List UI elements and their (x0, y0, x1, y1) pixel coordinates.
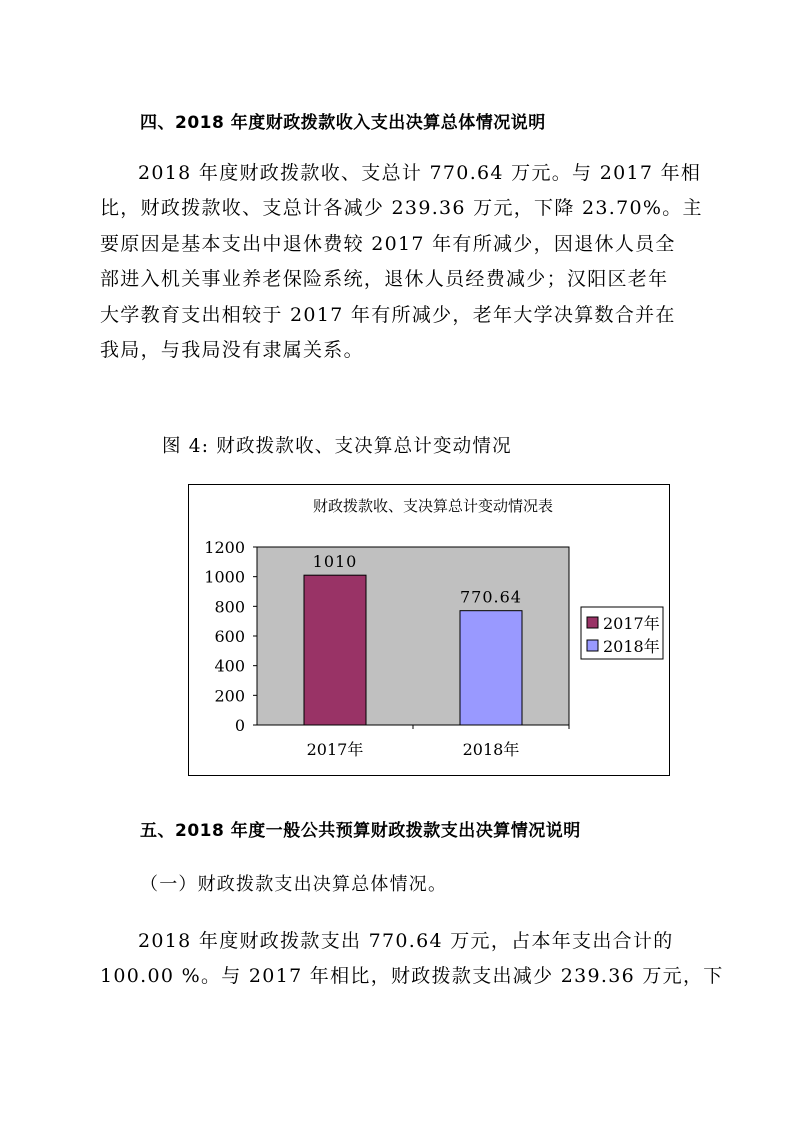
y-tick-label: 1000 (204, 567, 245, 587)
y-tick-label: 1200 (204, 538, 245, 557)
y-tick-label: 200 (214, 686, 245, 706)
y-tick-label: 800 (214, 597, 245, 617)
x-tick-label: 2017年 (306, 740, 364, 759)
paragraph-line: 2018 年度财政拨款收、支总计 770.64 万元。与 2017 年相 (138, 162, 702, 184)
section5-heading: 五、2018 年度一般公共预算财政拨款支出决算情况说明 (140, 821, 581, 841)
legend-label: 2017年 (603, 614, 660, 633)
paragraph-line: 2018 年度财政拨款支出 770.64 万元，占本年支出合计的 (138, 930, 674, 952)
paragraph-line: 比，财政拨款收、支总计各减少 239.36 万元，下降 23.70%。主 (100, 197, 703, 220)
bar-chart-svg (189, 485, 669, 775)
section4-paragraph (100, 156, 703, 368)
paragraph-line: 我局，与我局没有隶属关系。 (100, 338, 364, 361)
paragraph-line: 部进入机关事业养老保险系统，退休人员经费减少；汉阳区老年 (100, 268, 669, 291)
bar (304, 575, 366, 725)
y-tick-label: 400 (214, 656, 245, 676)
legend-swatch (587, 617, 598, 628)
y-tick-label: 0 (234, 716, 245, 735)
bar (460, 611, 522, 725)
legend-label: 2018年 (603, 637, 660, 656)
section4-heading: 四、2018 年度财政拨款收入支出决算总体情况说明 (140, 113, 546, 133)
paragraph-line: 要原因是基本支出中退休费较 2017 年有所减少，因退休人员全 (100, 232, 676, 255)
figure-caption: 图 4: 财政拨款收、支决算总计变动情况 (162, 436, 512, 457)
section5-paragraph (100, 924, 724, 995)
x-tick-label: 2018年 (462, 740, 520, 759)
y-tick-label: 600 (214, 627, 245, 646)
paragraph-line: 大学教育支出相较于 2017 年有所减少，老年大学决算数合并在 (100, 303, 676, 326)
chart-title: 财政拨款收、支决算总计变动情况表 (312, 497, 554, 515)
bar-chart (188, 484, 670, 776)
legend-swatch (587, 640, 598, 651)
paragraph-line: 100.00 %。与 2017 年相比，财政拨款支出减少 239.36 万元，下 (100, 965, 724, 988)
bar-data-label: 1010 (312, 552, 358, 572)
section5-subheading: （一）财政拨款支出决算总体情况。 (140, 874, 448, 895)
bar-data-label: 770.64 (460, 587, 522, 607)
